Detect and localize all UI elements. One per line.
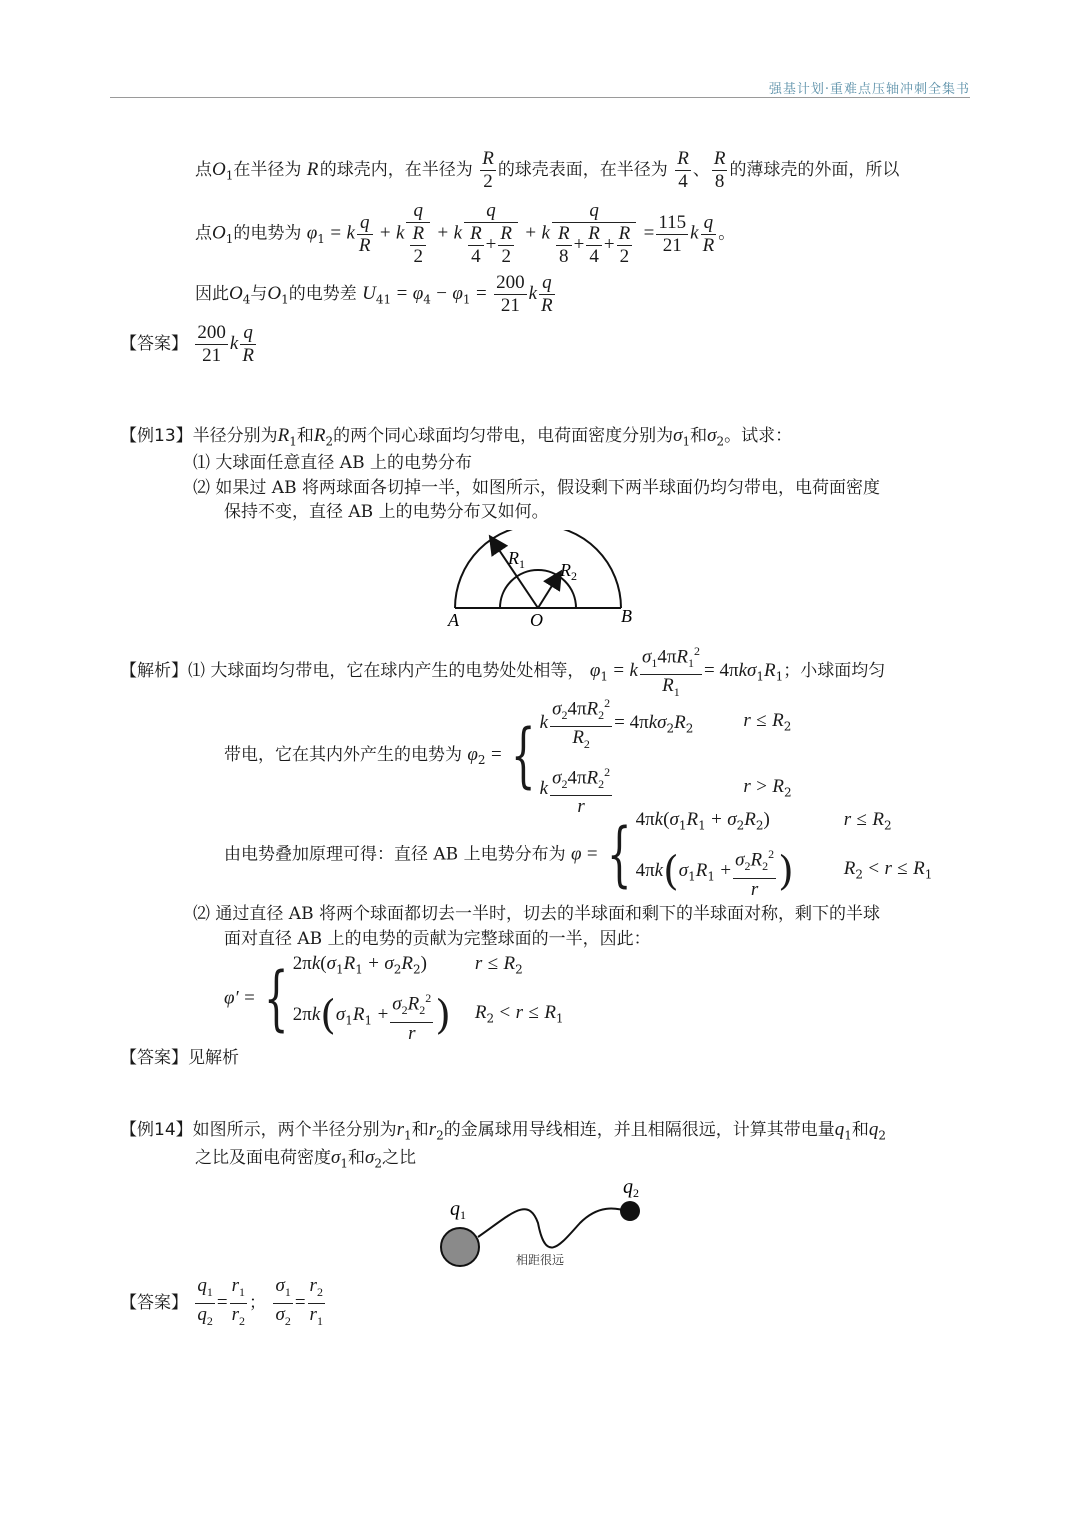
text: 和 xyxy=(851,1120,869,1140)
text: 和 xyxy=(690,426,708,446)
answer-13 xyxy=(120,1046,239,1070)
text: 在半径为 xyxy=(233,160,302,180)
radius-r2-arrow xyxy=(538,573,560,608)
solution-2c: φ′ = { $2\pi k(\sigma_1R_1 + \sigma_2R_2)$ $r \le R_2$ $2\pi k(\sigma_1R_1$ + $\frac{\sigma_2R_2^2}{r}$ ) $R_2 < r \le R_1$ xyxy=(224,953,564,1044)
text: ⑵ xyxy=(193,904,210,924)
text: 。试求： xyxy=(724,426,793,446)
example-13-q2a xyxy=(193,476,880,500)
label-far-apart: 相距很远 xyxy=(516,1253,565,1267)
text: 半径分别为 xyxy=(192,426,278,446)
solution-2a xyxy=(193,902,880,926)
connecting-wire xyxy=(478,1209,630,1248)
text: 大球面任意直径 AB 上的电势分布 xyxy=(215,453,472,473)
text: 由电势叠加原理可得：直径 AB 上电势分布为 xyxy=(224,844,566,865)
text: 的两个同心球面均匀带电，电荷面密度分别为 xyxy=(333,426,674,446)
text: 的金属球用导线相连，并且相隔很远，计算其带电量 xyxy=(443,1120,835,1140)
text: 的球壳表面，在半径为 xyxy=(497,160,668,180)
text: ⑴ xyxy=(188,660,205,681)
label-o: O xyxy=(530,610,543,630)
text: 的电势差 xyxy=(288,284,357,304)
label-b: B xyxy=(621,606,632,626)
text: 的球壳内，在半径为 xyxy=(319,160,473,180)
sphere-q2 xyxy=(620,1201,640,1221)
text: ⑵ xyxy=(193,478,210,498)
text: 点 xyxy=(195,223,212,244)
text: 之比及面电荷密度 xyxy=(195,1148,331,1168)
text: ⑴ xyxy=(193,453,210,473)
example-14-stem-1: 【例14】如图所示，两个半径分别为$r_1$和$r_2$的金属球用导线相连，并且相隔很远，计算其带电量$q_1$和$q_2$ xyxy=(120,1119,887,1143)
answer-tag: 【答案】 xyxy=(120,1048,188,1068)
two-spheres-figure xyxy=(430,1175,670,1275)
answer-tag: 【答案】 xyxy=(120,1292,188,1313)
label-r2: $R_2$ xyxy=(560,560,577,583)
solution-1c: 由电势叠加原理可得：直径 AB 上电势分布为 φ = { $4\pi k(\sigma_1R_1 + \sigma_2R_2)$ $r \le R_2$ $4\pi k(\sigma_1R_1$ + $\frac{\sigma_2R_2^2}{r}$ ) $R_2 < r \le R_1$ xyxy=(224,809,933,900)
page-header: 强基计划·重难点压轴冲刺全集书 xyxy=(768,82,970,97)
answer-tag: 【答案】 xyxy=(120,334,188,354)
label-q2: $q_2$ xyxy=(623,1176,639,1200)
text: ；小球面均匀 xyxy=(783,660,886,681)
example-13-q2b xyxy=(224,500,549,524)
answer-text: 见解析 xyxy=(188,1048,239,1068)
label-q1: $q_1$ xyxy=(450,1198,466,1222)
text: 通过直径 AB 将两个球面都切去一半时，切去的半球面和剩下的半球面对称，剩下的半球 xyxy=(215,904,880,924)
formula-u41: 因此$O_4$与$O_1$的电势差 $U_{41} = \varphi_4 - \varphi_1$ = $\frac{200}{21}$ k $\frac{q}{R}$ xyxy=(195,272,553,316)
outer-hemisphere xyxy=(455,530,621,608)
example-13-q1 xyxy=(193,451,472,475)
text: ； xyxy=(249,1292,267,1313)
text: 的电势为 xyxy=(233,223,302,244)
formula-phi1: 点$O_1$的电势为 $\varphi_1 = k$ $\frac{q}{R}$ + k $\frac{q}{\frac{R}{2}}$ + k q $\frac{R}{4}$ + $\frac{R}{2}$ + k q $\frac{R}{8}$ + $\frac{R}{4}$ + $\frac{R}{2}$ = $\frac{115}{21}$ k $\frac{q}{R}$ 。 xyxy=(195,200,736,267)
header-rule xyxy=(110,97,970,98)
text: 因此 xyxy=(195,284,229,304)
text: 、 xyxy=(692,160,710,180)
text: 和 xyxy=(411,1120,429,1140)
text: 大球面均匀带电，它在球内产生的电势处处相等， xyxy=(210,660,585,681)
text: 的薄球壳的外面，所以 xyxy=(729,160,900,180)
text: 和 xyxy=(296,426,314,446)
label-r1: $R_1$ xyxy=(508,548,525,571)
text: 带电，它在其内外产生的电势为 xyxy=(224,745,462,766)
example-13-stem: 【例13】半径分别为$R_1$和$R_2$的两个同心球面均匀带电，电荷面密度分别为$\sigma_1$和$\sigma_2$。试求： xyxy=(120,425,793,449)
hemisphere-figure xyxy=(440,530,660,630)
text-line-1: 点$O_1$在半径为 R 的球壳内，在半径为 $\frac{R}{2}$ 的球壳表面，在半径为 $\frac{R}{4}$ 、 $\frac{R}{8}$ 的薄球壳的外面，所以 xyxy=(195,148,900,192)
text: 之比 xyxy=(382,1148,417,1168)
text: 如图所示，两个半径分别为 xyxy=(192,1120,397,1140)
solution-1a: 【解析】⑴ 大球面均匀带电，它在球内产生的电势处处相等， $\varphi_1 = k$ $\frac{\sigma_14\pi R_1^2}{R_1}$ = $4\pi k\sigma_1R_1$；小球面均匀 xyxy=(120,640,885,703)
text: 点 xyxy=(195,160,212,180)
example-tag: 【例13】 xyxy=(120,426,193,446)
solution-1b: 带电，它在其内外产生的电势为 $\varphi_2$ = { k $\frac{\sigma_24\pi R_2^2}{R_2}$ = $4\pi k\sigma_2R_2$ $r \le R_2$ k $\frac{\sigma_24\pi R_2^2}{r}$ $r > R_2$ xyxy=(224,692,792,818)
solution-tag: 【解析】 xyxy=(120,660,188,681)
text: 。 xyxy=(718,223,736,244)
text: 保持不变，直径 AB 上的电势分布又如何。 xyxy=(224,502,549,522)
sphere-q1 xyxy=(441,1228,479,1266)
text: 与 xyxy=(250,284,268,304)
label-a: A xyxy=(448,610,459,630)
text: 和 xyxy=(348,1148,366,1168)
answer-1: 【答案】 $\frac{200}{21}$ k $\frac{q}{R}$ xyxy=(120,322,254,366)
example-14-stem-2: 之比及面电荷密度$\sigma_1$和$\sigma_2$之比 xyxy=(195,1147,417,1171)
solution-2b xyxy=(224,927,651,951)
answer-14: 【答案】 $\frac{q_1}{q_2}$ = $\frac{r_1}{r_2}$ ； $\frac{\sigma_1}{\sigma_2}$ = $\frac{r_2}{r_1}$ xyxy=(120,1275,323,1328)
text: 如果过 AB 将两球面各切掉一半，如图所示，假设剩下两半球面仍均匀带电，电荷面密度 xyxy=(215,478,880,498)
example-tag: 【例14】 xyxy=(120,1120,193,1140)
text: 面对直径 AB 上的电势的贡献为完整球面的一半，因此： xyxy=(224,929,651,949)
